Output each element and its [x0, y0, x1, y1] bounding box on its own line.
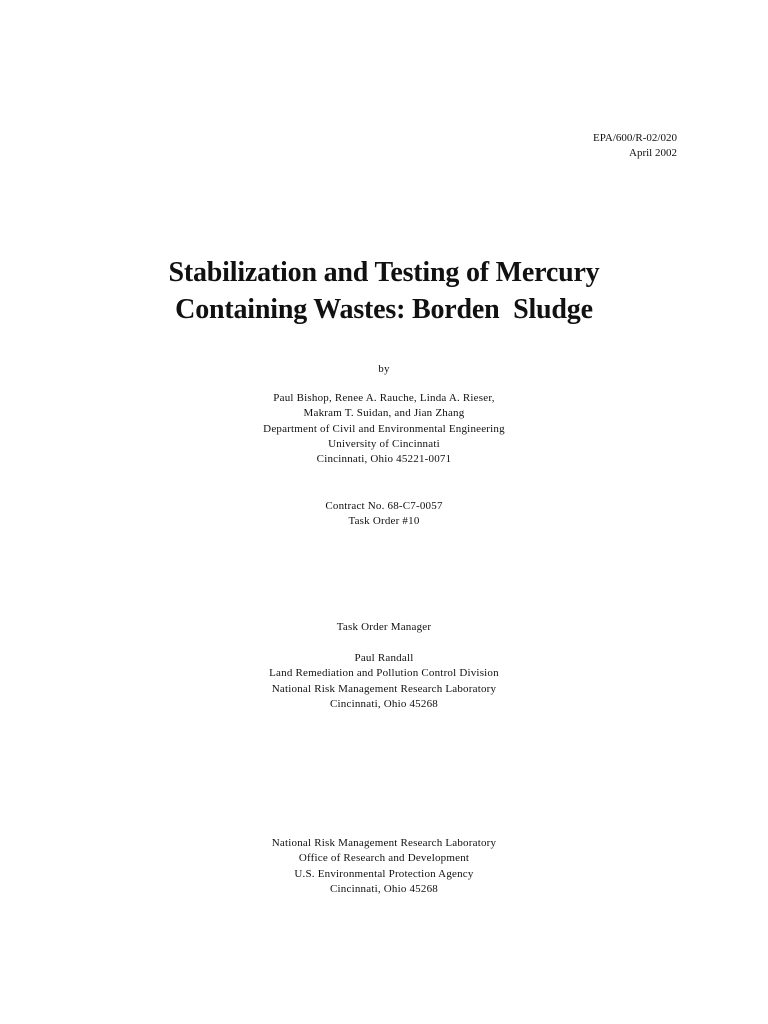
task-order-manager-heading: Task Order Manager: [336, 621, 432, 633]
issuer-block: [0, 836, 768, 897]
manager-laboratory: National Risk Management Research Laboratory: [271, 682, 497, 695]
report-date: April 2002: [629, 147, 677, 159]
report-identifier: [593, 131, 677, 161]
manager-address: Cincinnati, Ohio 45268: [330, 697, 438, 710]
authors-address: Cincinnati, Ohio 45221-0071: [316, 453, 452, 466]
issuer-address: Cincinnati, Ohio 45268: [330, 882, 438, 895]
issuer-office: Office of Research and Development: [298, 852, 470, 865]
authors-university: University of Cincinnati: [328, 437, 440, 450]
manager-name: Paul Randall: [354, 652, 414, 664]
contract-number: Contract No. 68-C7-0057: [325, 500, 443, 512]
contract-block: [0, 499, 768, 530]
issuer-agency: U.S. Environmental Protection Agency: [294, 867, 474, 880]
issuer-laboratory: National Risk Management Research Laboratory: [271, 837, 497, 849]
by-label: [0, 362, 768, 377]
report-number: EPA/600/R-02/020: [593, 132, 677, 144]
authors-block: [0, 391, 768, 467]
authors-line-1: Paul Bishop, Renee A. Rauche, Linda A. Rieser,: [273, 392, 495, 404]
document-title: [0, 254, 768, 328]
title-line-2: Containing Wastes: Borden Sludge: [175, 294, 593, 325]
task-order-number: Task Order #10: [348, 515, 420, 528]
manager-division: Land Remediation and Pollution Control Division: [269, 667, 499, 680]
task-order-manager-label: [0, 620, 768, 635]
authors-department: Department of Civil and Environmental Engineering: [263, 422, 505, 435]
title-line-1: Stabilization and Testing of Mercury: [168, 257, 600, 288]
by-text: by: [378, 363, 390, 375]
authors-line-2: Makram T. Suidan, and Jian Zhang: [303, 407, 465, 420]
task-order-manager-block: [0, 651, 768, 712]
